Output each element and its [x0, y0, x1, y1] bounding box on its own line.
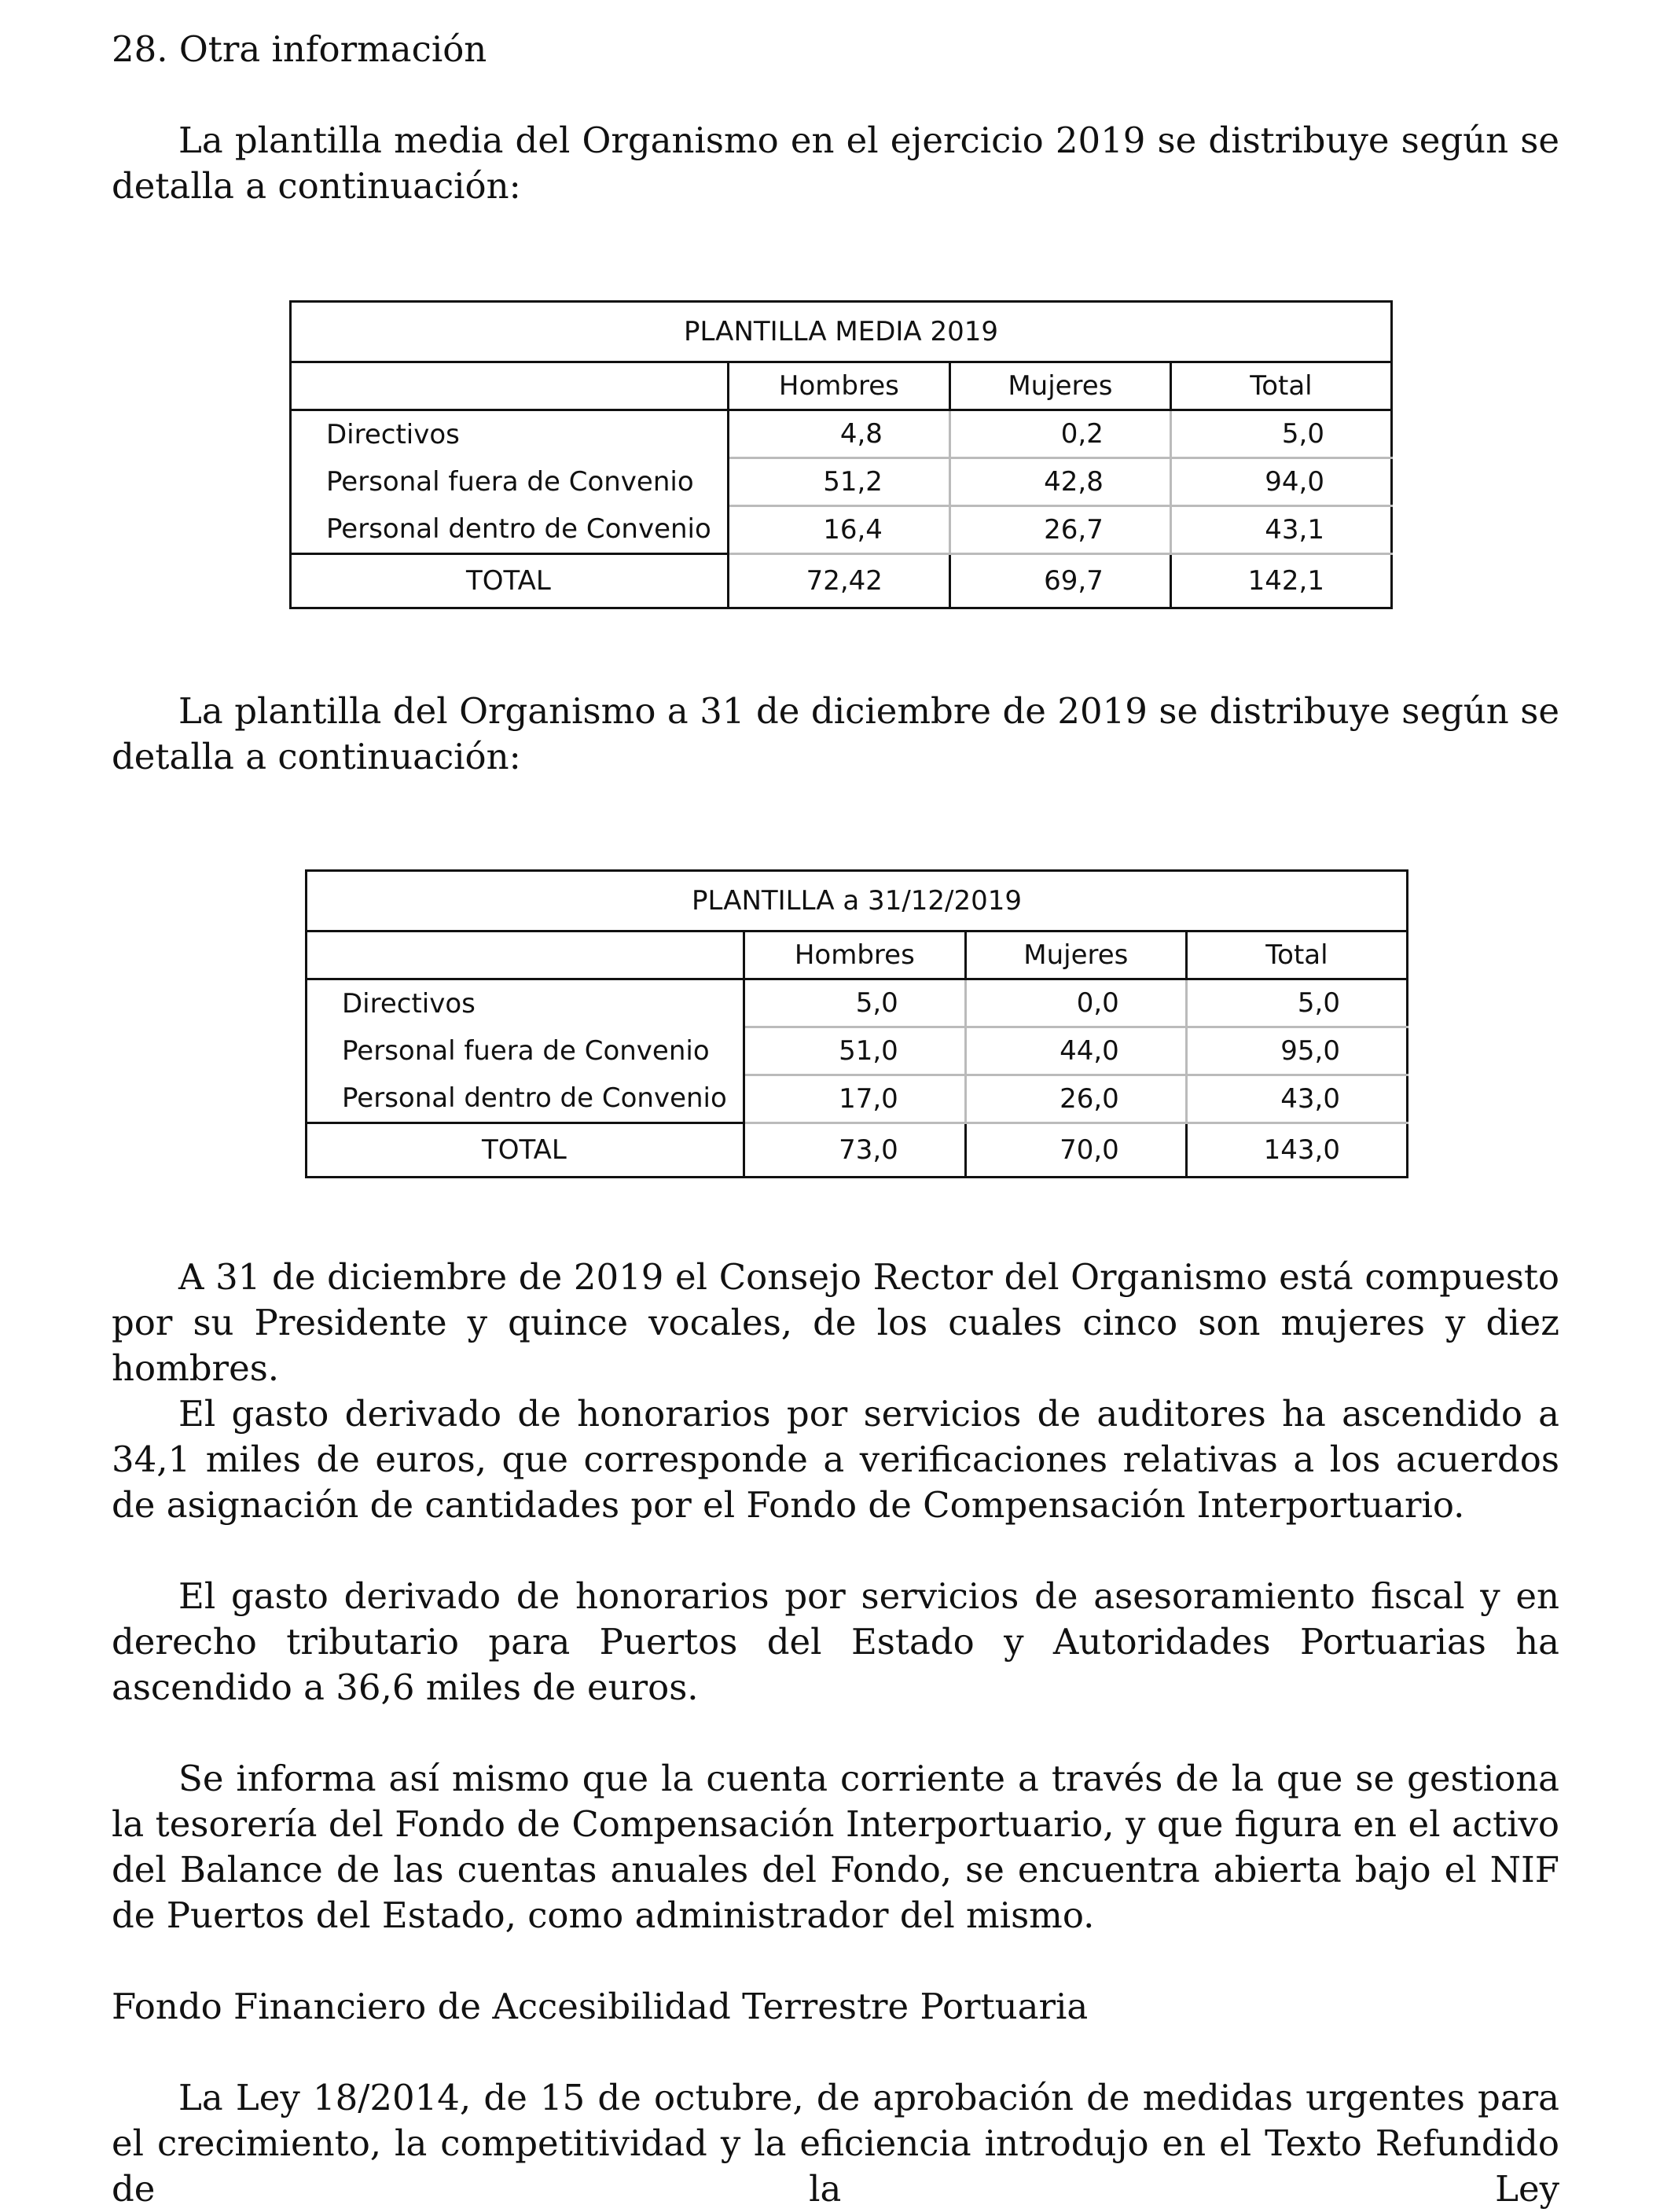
table-header-blank [307, 931, 744, 979]
cell-hombres: 5,0 [744, 979, 965, 1027]
cell-total: 5,0 [1186, 979, 1407, 1027]
total-total: 143,0 [1186, 1123, 1407, 1178]
total-label: TOTAL [307, 1123, 744, 1178]
total-hombres: 73,0 [744, 1123, 965, 1178]
row-label: Personal fuera de Convenio [307, 1027, 744, 1075]
paragraph-honorarios-auditores: El gasto derivado de honorarios por servicios de auditores ha ascendido a 34,1 miles de euros, que corresponde a verificaciones relativas a los acuerdos de asignación de cantidades por el Fondo de Compensación Interportuario. [112, 1393, 1559, 1526]
column-header-total: Total [1170, 362, 1391, 410]
table-row [307, 1075, 1408, 1123]
cell-hombres: 17,0 [744, 1075, 965, 1123]
cell-mujeres: 0,2 [949, 410, 1170, 458]
cell-total: 43,1 [1170, 506, 1391, 554]
cell-hombres: 51,2 [728, 458, 949, 506]
row-label: Personal fuera de Convenio [291, 458, 729, 506]
paragraph-plantilla-media-intro: La plantilla media del Organismo en el ejercicio 2019 se distribuye según se detalla a continuación: [112, 119, 1559, 207]
cell-mujeres: 26,0 [965, 1075, 1186, 1123]
section-heading: 28. Otra información [112, 28, 487, 70]
total-mujeres: 70,0 [965, 1123, 1186, 1178]
table-row [307, 979, 1408, 1027]
total-hombres: 72,42 [728, 554, 949, 608]
total-total: 142,1 [1170, 554, 1391, 608]
table-plantilla-31-12 [305, 869, 1408, 1178]
cell-hombres: 16,4 [728, 506, 949, 554]
total-label: TOTAL [291, 554, 729, 608]
column-header-total: Total [1186, 931, 1407, 979]
table-total-row [307, 1123, 1408, 1178]
row-label: Personal dentro de Convenio [291, 506, 729, 554]
column-header-hombres: Hombres [744, 931, 965, 979]
cell-mujeres: 26,7 [949, 506, 1170, 554]
paragraph-plantilla-dic-intro: La plantilla del Organismo a 31 de diciembre de 2019 se distribuye según se detalla a continuación: [112, 690, 1559, 777]
cell-total: 95,0 [1186, 1027, 1407, 1075]
cell-hombres: 4,8 [728, 410, 949, 458]
column-header-hombres: Hombres [728, 362, 949, 410]
table-plantilla-media [289, 300, 1393, 609]
paragraph-ley-18-2014: La Ley 18/2014, de 15 de octubre, de aprobación de medidas urgentes para el crecimiento, la competitividad y la eficiencia introdujo en el Texto Refundido de la Ley [112, 2077, 1559, 2210]
table-title: PLANTILLA MEDIA 2019 [291, 302, 1392, 362]
paragraph-honorarios-fiscal: El gasto derivado de honorarios por servicios de asesoramiento fiscal y en derecho tributario para Puertos del Estado y Autoridades Portuarias ha ascendido a 36,6 miles de euros. [112, 1575, 1559, 1708]
table-row [307, 1027, 1408, 1075]
table-header-blank [291, 362, 729, 410]
subheading-fondo-financiero: Fondo Financiero de Accesibilidad Terrestre Portuaria [112, 1986, 1089, 2027]
paragraph-cuenta-corriente: Se informa así mismo que la cuenta corriente a través de la que se gestiona la tesorería del Fondo de Compensación Interportuario, y que figura en el activo del Balance de las cuentas anuales del Fondo, se encuentra abierta bajo el NIF de Puertos del Estado, como administrador del mismo. [112, 1758, 1559, 1936]
cell-total: 5,0 [1170, 410, 1391, 458]
table-row [291, 458, 1392, 506]
column-header-mujeres: Mujeres [965, 931, 1186, 979]
table-row [291, 506, 1392, 554]
table-total-row [291, 554, 1392, 608]
cell-total: 94,0 [1170, 458, 1391, 506]
table-title: PLANTILLA a 31/12/2019 [307, 871, 1408, 931]
paragraph-consejo-rector: A 31 de diciembre de 2019 el Consejo Rector del Organismo está compuesto por su Presidente y quince vocales, de los cuales cinco son mujeres y diez hombres. [112, 1256, 1559, 1389]
cell-mujeres: 44,0 [965, 1027, 1186, 1075]
cell-hombres: 51,0 [744, 1027, 965, 1075]
cell-total: 43,0 [1186, 1075, 1407, 1123]
table-row [291, 410, 1392, 458]
row-label: Directivos [307, 979, 744, 1027]
row-label: Directivos [291, 410, 729, 458]
total-mujeres: 69,7 [949, 554, 1170, 608]
cell-mujeres: 42,8 [949, 458, 1170, 506]
row-label: Personal dentro de Convenio [307, 1075, 744, 1123]
column-header-mujeres: Mujeres [949, 362, 1170, 410]
cell-mujeres: 0,0 [965, 979, 1186, 1027]
